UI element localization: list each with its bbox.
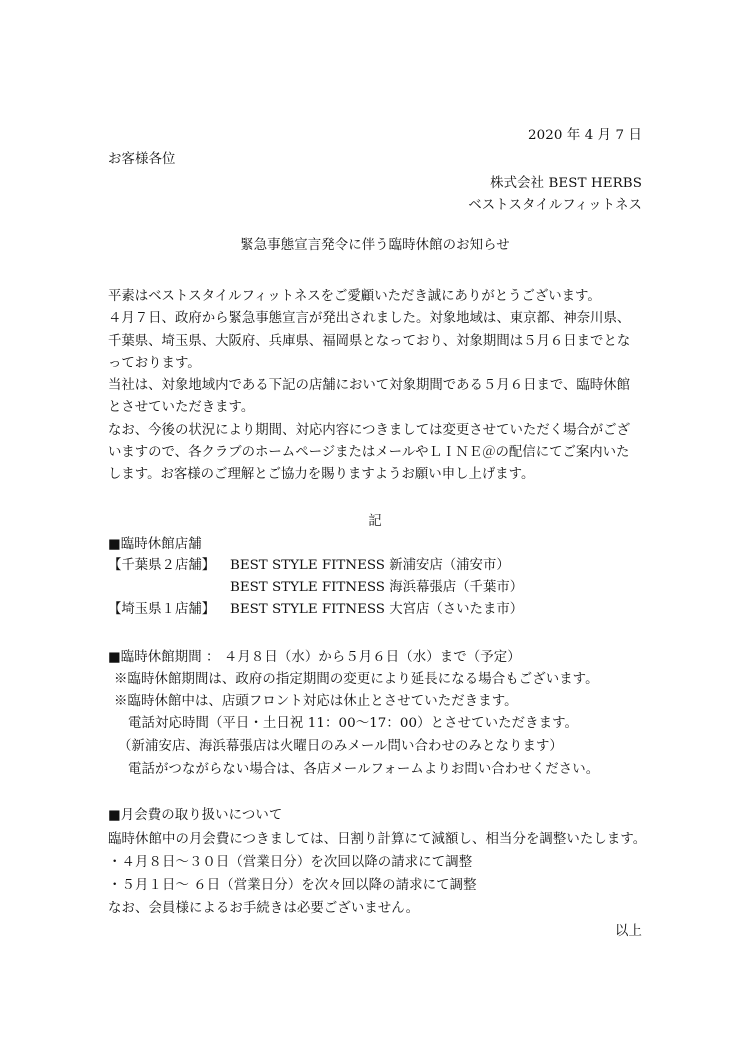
recipient: お客様各位 (108, 152, 176, 167)
closing-mark: 以上 (615, 924, 642, 939)
period-note: 電話対応時間（平日・土日祝 11：00～17：00）とさせていただきます。 (128, 716, 578, 731)
ki-mark: 記 (368, 514, 382, 529)
company-name: 株式会社 BEST HERBS (490, 176, 642, 191)
fee-line: ・４月８日～３０日（営業日分）を次回以降の請求にて調整 (108, 855, 473, 870)
fee-line: なお、会員様によるお手続きは必要ございません。 (108, 901, 420, 916)
period-note: ※臨時休館期間は、政府の指定期間の変更により延長になる場合もございます。 (114, 672, 599, 687)
body-paragraph: なお、今後の状況により期間、対応内容につきましては変更させていただく場合がございますので、各クラブのホームページまたはメールやＬＩＮＥ＠の配信にてご案内いたします。お客様のご理解とご協力を賜りますようお願い申し上げます。 (108, 422, 630, 483)
store-region: 【埼玉県１店舗】 (108, 602, 216, 617)
period-note: 電話がつながらない場合は、各店メールフォームよりお問い合わせください。 (128, 762, 600, 777)
store-name: BEST STYLE FITNESS 大宮店（さいたま市） (230, 602, 524, 617)
stores-heading: ■臨時休館店舗 (108, 537, 202, 552)
body-text (108, 286, 642, 487)
period-heading: ■臨時休館期間 ： ４月８日（水）から５月６日（水）まで（予定） (108, 650, 521, 665)
fee-heading: ■月会費の取り扱いについて (108, 808, 283, 823)
body-paragraph: ４月７日、政府から緊急事態宣言が発出されました。対象地域は、東京都、神奈川県、千葉県、埼玉県、大阪府、兵庫県、福岡県となっており、対象期間は５月６日までとなっております。 (108, 311, 631, 371)
period-note: （新浦安店、海浜幕張店は火曜日のみメール問い合わせのみとなります） (118, 739, 563, 754)
store-name: BEST STYLE FITNESS 海浜幕張店（千葉市） (230, 580, 524, 595)
document-title: 緊急事態宣言発令に伴う臨時休館のお知らせ (240, 238, 510, 253)
store-name: BEST STYLE FITNESS 新浦安店（浦安市） (230, 558, 510, 573)
document-date: 2020 年 4 月 7 日 (528, 128, 642, 143)
fee-line: ・５月１日～ ６日（営業日分）を次々回以降の請求にて調整 (108, 878, 477, 893)
store-region: 【千葉県２店舗】 (108, 558, 216, 573)
body-paragraph: 当社は、対象地域内である下記の店舗において対象期間である５月６日まで、臨時休館とさせていただきます。 (108, 378, 630, 416)
fee-line: 臨時休館中の月会費につきましては、日割り計算にて減額し、相当分を調整いたします。 (108, 832, 647, 847)
brand-name: ベストスタイルフィットネス (468, 198, 642, 213)
period-note: ※臨時休館中は、店頭フロント対応は休止とさせていただきます。 (114, 694, 518, 709)
body-paragraph: 平素はベストスタイルフィットネスをご愛顧いただき誠にありがとうございます。 (108, 289, 601, 304)
